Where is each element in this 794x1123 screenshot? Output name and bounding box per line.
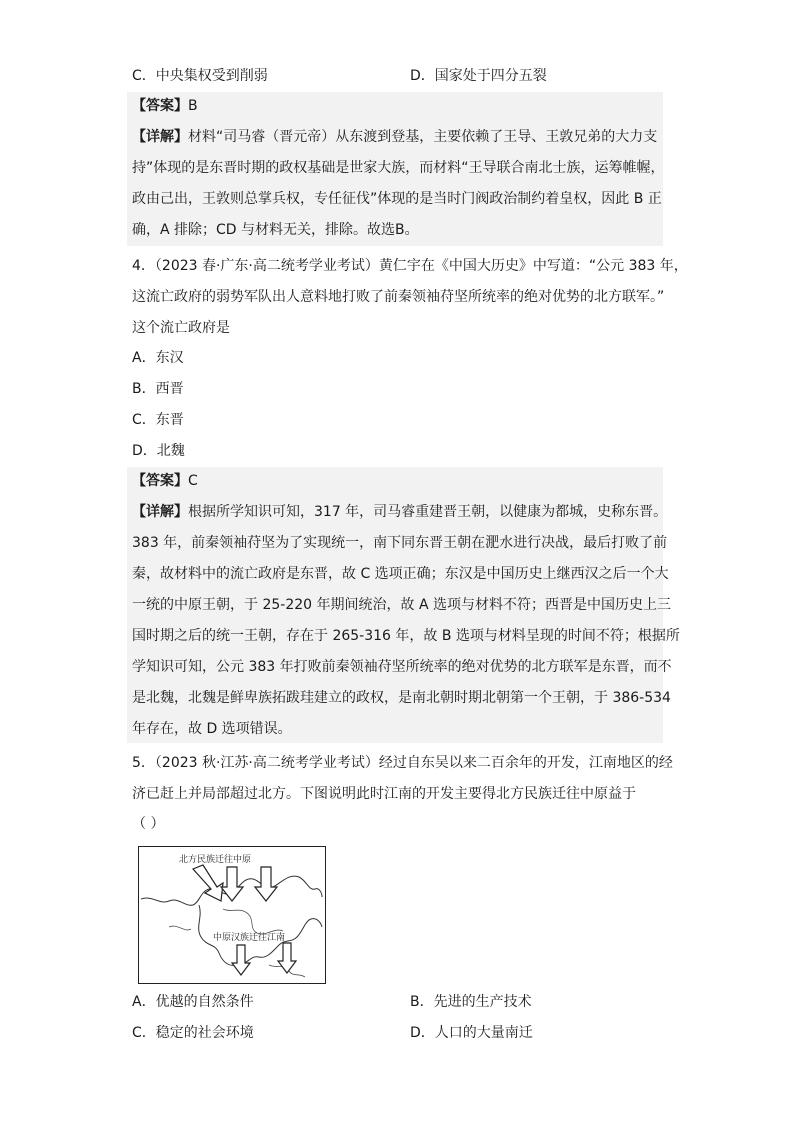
question-stem: （ ） [132,816,165,832]
option-d: D．北魏 [132,443,185,459]
migration-map [138,846,326,984]
detail-line: 383 年，前秦领袖苻坚为了实现统一，南下同东晋王朝在淝水进行决战，最后打败了前 [132,535,668,551]
detail-line: 秦，故材料中的流亡政府是东晋，故 C 选项正确；东汉是中国历史上继西汉之后一个大 [132,566,669,582]
detail-tag: 【详解】 [132,129,188,145]
detail-line: 持”体现的是东晋时期的政权基础是世家大族，而材料“王导联合南北士族，运筹帷幄， [132,160,665,176]
detail-text: 材料“司马睿（晋元帝）从东渡到登基，主要依赖了王导、王敦兄弟的大力支 [188,129,658,145]
map-label-south: 中原汉族迁往江南 [213,933,286,943]
answer-tag: 【答案】 [132,473,188,489]
question-stem: 4．（2023 春·广东·高二统考学业考试）黄仁宇在《中国大历史》中写道：“公元 383 年， [132,258,688,274]
option-a: A．东汉 [132,350,184,366]
detail-line: 政由己出，王敦则总掌兵权，专任征伐”体现的是当时门阀政治制约着皇权，因此 B 正 [132,191,662,207]
detail-line: 一统的中原王朝，于 25-220 年期间统治，故 A 选项与材料不符；西晋是中国历史上三 [132,597,671,613]
map-label-north: 北方民族迁往中原 [179,855,252,865]
question-stem: 5．（2023 秋·江苏·高二统考学业考试）经过自东吴以来二百余年的开发，江南地区的经 [132,755,673,771]
option-b: B．西晋 [132,381,184,397]
detail-line: 确，A 排除；CD 与材料无关，排除。故选B。 [132,222,419,238]
arrow-group-north [193,865,277,901]
option-c: C．中央集权受到削弱 [132,68,268,84]
answer-value: B [188,98,198,114]
option-c: C．稳定的社会环境 [132,1025,254,1041]
detail-line: 是北魏，北魏是鲜卑族拓跋珪建立的政权，是南北朝时期北朝第一个王朝，于 386-534 [132,690,671,706]
detail-line [132,502,667,522]
question-stem: 这流亡政府的弱势军队出人意料地打败了前秦领袖苻坚所统率的绝对优势的北方联军。” [132,289,665,305]
answer-line [132,96,198,116]
arrow-group-south [232,943,296,975]
question-stem: 这个流亡政府是 [132,320,230,336]
question-stem: 济已赶上并局部超过北方。下图说明此时江南的开发主要得北方民族迁往中原益于 [132,786,636,802]
option-b: B．先进的生产技术 [410,994,532,1010]
option-c: C．东晋 [132,412,184,428]
detail-line: 国时期之后的统一王朝，存在于 265-316 年，故 B 选项与材料呈现的时间不符；根据所 [132,628,680,644]
answer-tag: 【答案】 [132,98,188,114]
option-a: A．优越的自然条件 [132,994,254,1010]
detail-line [132,127,657,147]
detail-line: 学知识可知，公元 383 年打败前秦领袖苻坚所统率的绝对优势的北方联军是东晋，而不 [132,659,672,675]
map-drawing [139,847,324,982]
detail-line: 年存在，故 D 选项错误。 [132,721,292,737]
detail-tag: 【详解】 [132,504,188,520]
answer-line [132,471,198,491]
answer-value: C [188,473,198,489]
detail-text: 根据所学知识可知，317 年，司马睿重建晋王朝，以健康为都城，史称东晋。 [188,504,668,520]
option-d: D．人口的大量南迁 [410,1025,533,1041]
option-d: D．国家处于四分五裂 [410,68,547,84]
